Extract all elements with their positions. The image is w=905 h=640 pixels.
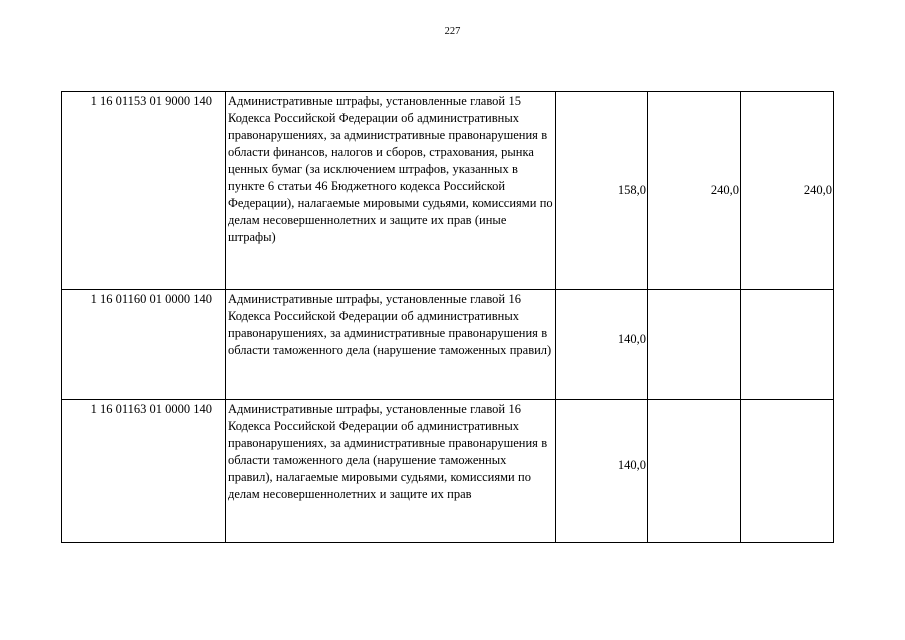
amount-year-3 <box>741 290 834 400</box>
budget-classification-code: 1 16 01153 01 9000 140 <box>62 92 226 290</box>
page-number: 227 <box>444 26 461 37</box>
revenue-description: Административные штрафы, установленные главой 16 Кодекса Российской Федерации об административных правонарушениях, за административные правонарушения в области таможенного дела (нарушение таможенных правил), налагаемые мировыми судьями, комиссиями по делам несовершеннолетних и защите их прав <box>226 400 556 543</box>
budget-classification-code: 1 16 01163 01 0000 140 <box>62 400 226 543</box>
amount-year-2 <box>648 400 741 543</box>
table-row <box>62 92 834 290</box>
amount-year-3: 240,0 <box>741 92 834 290</box>
amount-year-3 <box>741 400 834 543</box>
amount-year-1: 140,0 <box>556 400 648 543</box>
amount-year-2 <box>648 290 741 400</box>
budget-revenue-table <box>61 91 834 543</box>
amount-year-2: 240,0 <box>648 92 741 290</box>
budget-classification-code: 1 16 01160 01 0000 140 <box>62 290 226 400</box>
revenue-description: Административные штрафы, установленные главой 15 Кодекса Российской Федерации об административных правонарушениях, за административные правонарушения в области финансов, налогов и сборов, страхования, рынка ценных бумаг (за исключением штрафов, указанных в пункте 6 статьи 46 Бюджетного кодекса Российской Федерации), налагаемые мировыми судьями, комиссиями по делам несовершеннолетних и защите их прав (иные штрафы) <box>226 92 556 290</box>
amount-year-1: 158,0 <box>556 92 648 290</box>
revenue-description: Административные штрафы, установленные главой 16 Кодекса Российской Федерации об административных правонарушениях, за административные правонарушения в области таможенного дела (нарушение таможенных правил) <box>226 290 556 400</box>
table-row <box>62 400 834 543</box>
table-row <box>62 290 834 400</box>
amount-year-1: 140,0 <box>556 290 648 400</box>
